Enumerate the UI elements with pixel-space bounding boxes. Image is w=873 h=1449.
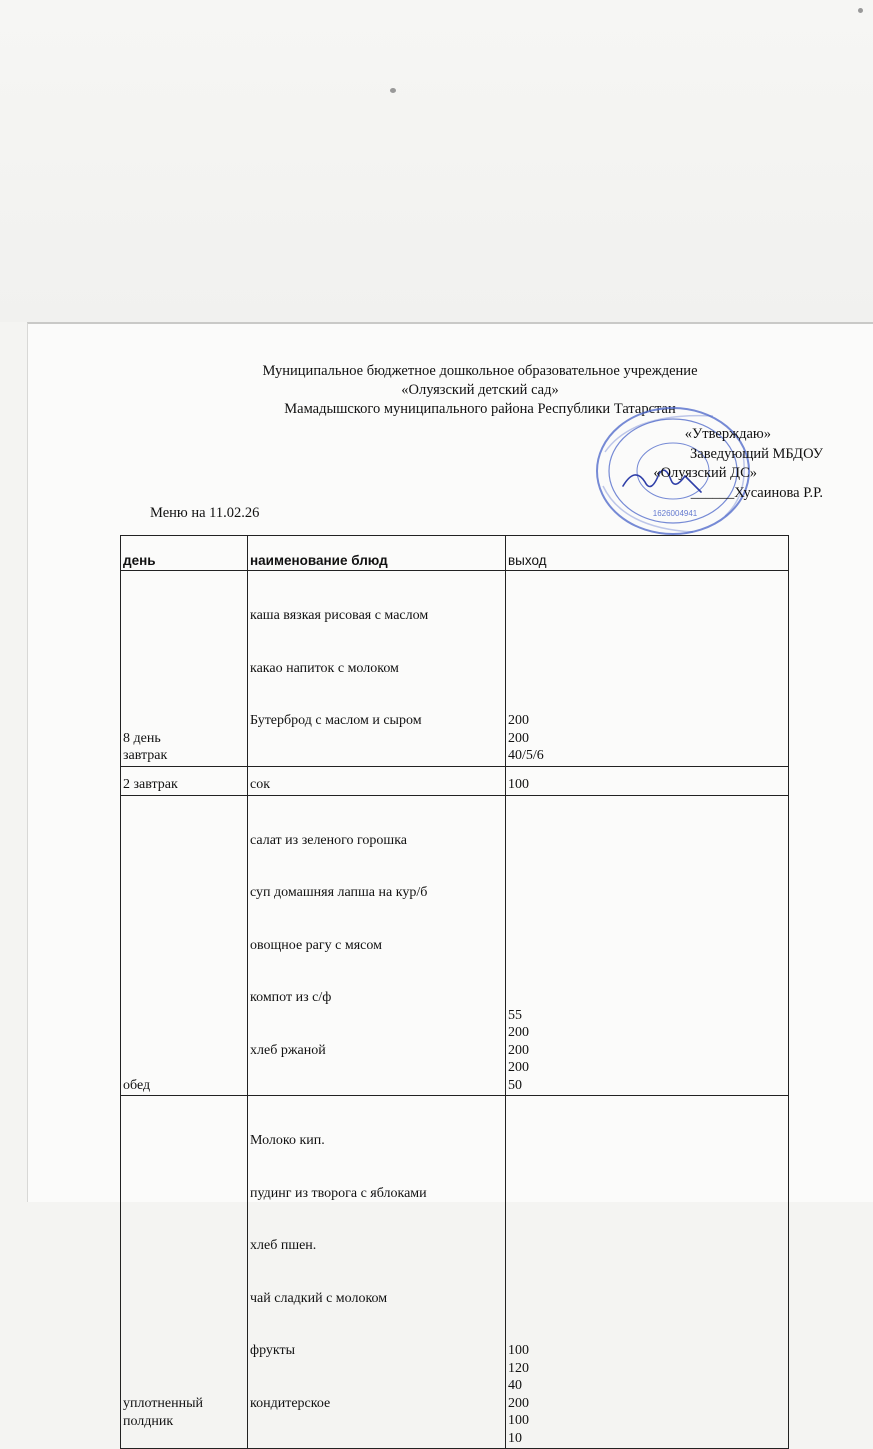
meal-cell: обед xyxy=(121,795,248,1096)
meal-cell: 8 день завтрак xyxy=(121,571,248,767)
yield-cell: 55 200 200 200 50 xyxy=(506,795,789,1096)
table-header-row xyxy=(121,536,789,571)
dishes-cell: сок xyxy=(248,766,506,795)
dishes-cell: Молоко кип. пудинг из творога с яблоками хлеб пшен. чай сладкий с молоком фрукты кондитерское xyxy=(248,1096,506,1449)
yield-cell: 200 200 40/5/6 xyxy=(506,571,789,767)
column-header-yield: выход xyxy=(506,536,789,571)
column-header-day: день xyxy=(121,536,248,571)
approval-title: «Утверждаю» xyxy=(684,426,771,442)
meal-cell: уплотненный полдник xyxy=(121,1096,248,1449)
header-line-3: Мамадышского муниципального района Республики Татарстан xyxy=(284,401,676,417)
dishes-cell: салат из зеленого горошка суп домашняя лапша на кур/б овощное рагу с мясом компот из с/ф хлеб ржаной xyxy=(248,795,506,1096)
table-row xyxy=(121,795,789,1096)
approval-block xyxy=(653,425,823,503)
stamp-number: 1626004941 xyxy=(652,509,698,518)
approval-position: Заведующий МБДОУ xyxy=(690,445,823,462)
dishes-cell: каша вязкая рисовая с маслом какао напиток с молоком Бутерброд с маслом и сыром xyxy=(248,571,506,767)
table-row xyxy=(121,766,789,795)
scan-speck xyxy=(390,88,396,93)
menu-table xyxy=(120,535,789,1449)
approval-organization: «Олуязский ДС» xyxy=(653,465,757,481)
meal-cell: 2 завтрак xyxy=(121,766,248,795)
approval-name: ______Хусаинова Р.Р. xyxy=(690,484,823,501)
menu-date: Меню на 11.02.26 xyxy=(150,505,260,521)
yield-cell: 100 120 40 200 100 10 xyxy=(506,1096,789,1449)
scan-background xyxy=(0,0,873,322)
yield-cell: 100 xyxy=(506,766,789,795)
table-row xyxy=(121,1096,789,1449)
table-row xyxy=(121,571,789,767)
header-line-1: Муниципальное бюджетное дошкольное образовательное учреждение xyxy=(262,363,698,379)
scan-speck xyxy=(858,8,863,13)
column-header-dish: наименование блюд xyxy=(248,536,506,571)
header-line-2: «Олуязский детский сад» xyxy=(401,382,559,398)
